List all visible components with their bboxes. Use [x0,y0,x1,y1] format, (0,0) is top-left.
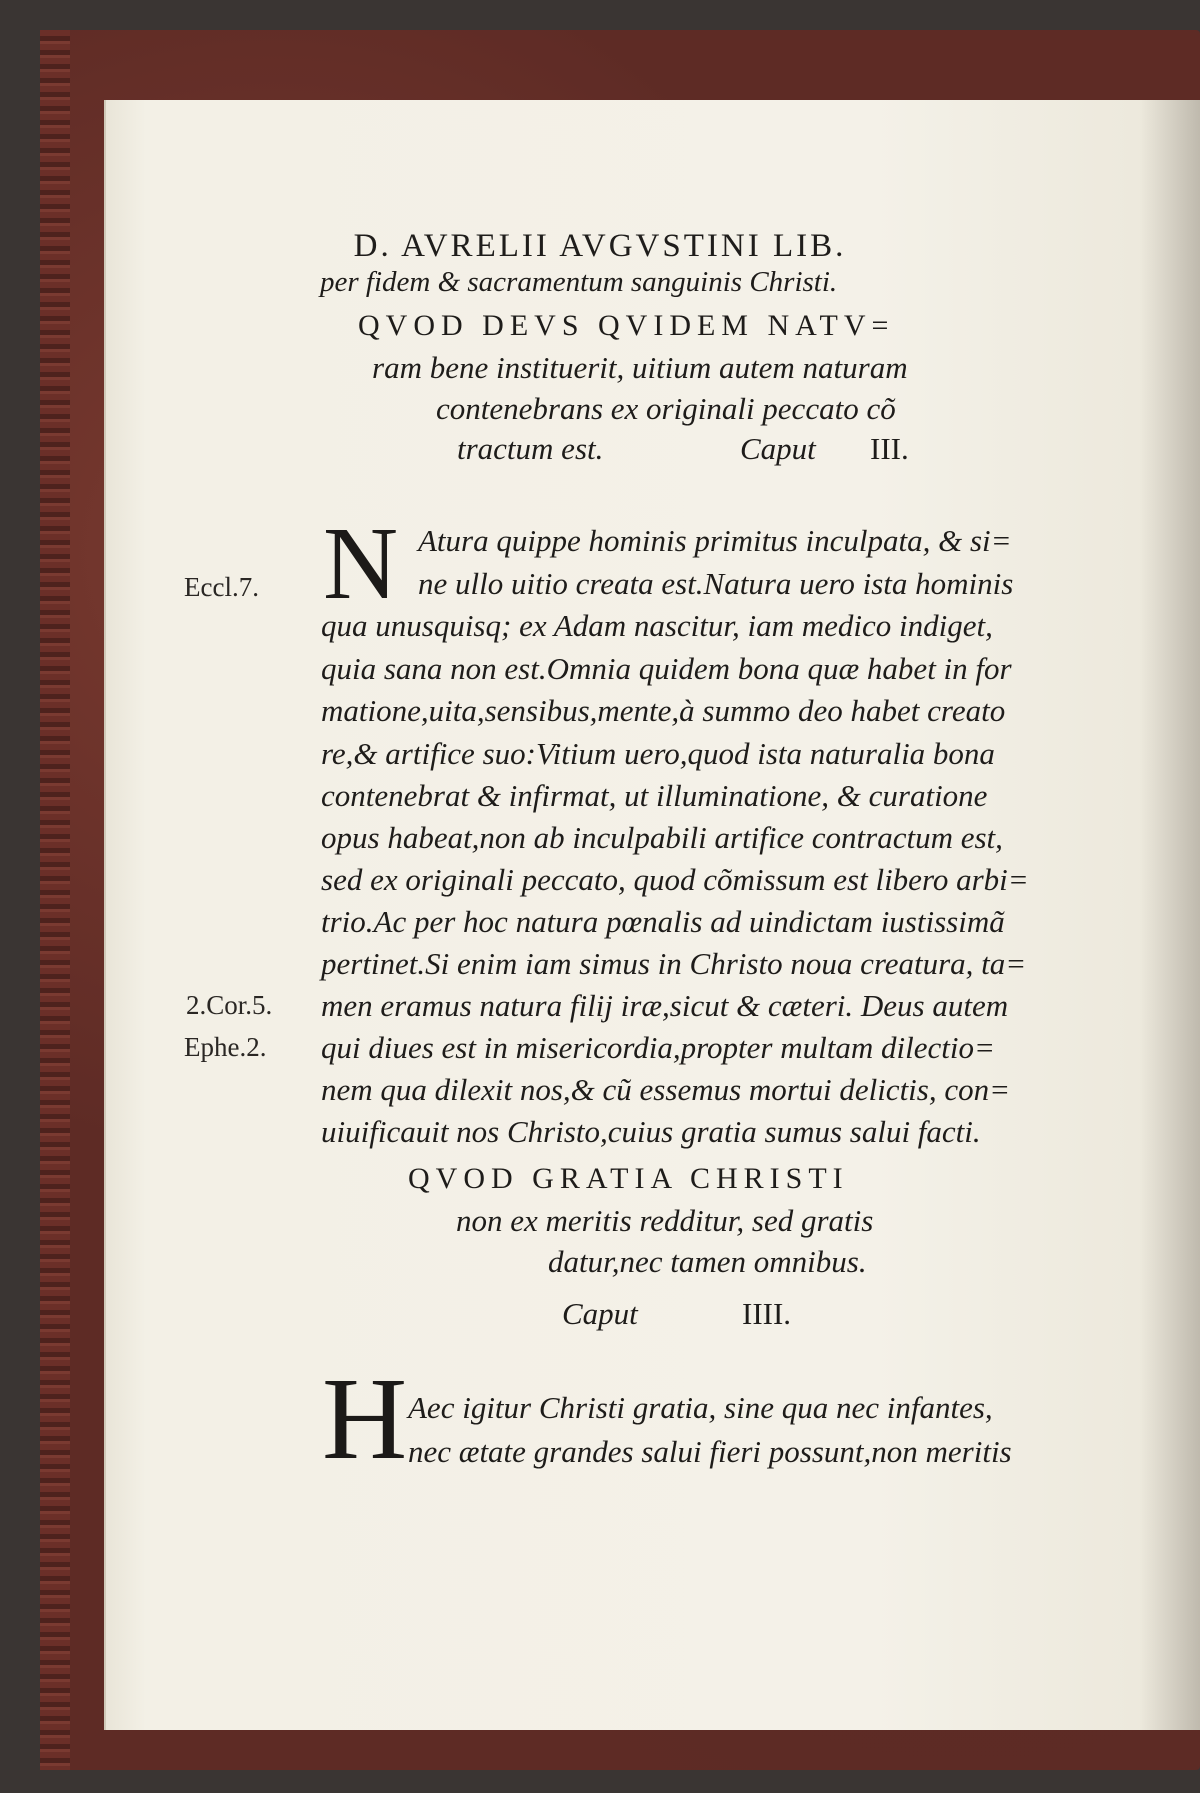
chapter4-heading-line1: QVOD GRATIA CHRISTI [408,1162,849,1195]
chapter3-text-line: re,& artifice suo:Vitium uero,quod ista naturalia bona [321,736,995,771]
chapter3-text-line: trio.Ac per hoc natura pœnalis ad uindictam iustissimã [321,904,1005,939]
chapter3-heading-line4: tractum est. [457,431,604,466]
chapter3-heading-line1: QVOD DEVS QVIDEM NATV= [358,309,895,342]
chapter3-text-line: qui diues est in misericordia,propter multam dilectio= [321,1030,995,1065]
chapter3-text-line: uiuificauit nos Christo,cuius gratia sumus salui facti. [321,1114,981,1149]
chapter3-text-line: contenebrat & infirmat, ut illuminatione, & curatione [321,778,988,813]
chapter3-text-line: men eramus natura filij iræ,sicut & cæteri. Deus autem [321,988,1009,1023]
opening-line: per fidem & sacramentum sanguinis Christi. [320,266,838,298]
chapter3-caput-label: Caput [740,431,816,466]
chapter4-heading-line3: datur,nec tamen omnibus. [548,1244,867,1279]
chapter3-text-line: sed ex originali peccato, quod cõmissum est libero arbi= [321,862,1029,897]
chapter3-text-line: Atura quippe hominis primitus inculpata, & si= [418,523,1012,558]
chapter4-caput-label: Caput [562,1296,638,1331]
chapter4-caput-number: IIII. [742,1296,792,1331]
margin-note: Eccl.7. [184,572,259,602]
chapter4-heading-line2: non ex meritis redditur, sed gratis [456,1203,874,1238]
chapter4-text-line: Aec igitur Christi gratia, sine qua nec infantes, [408,1390,993,1425]
cover-edge [40,30,70,1770]
chapter3-dropcap: N [323,506,399,621]
running-header: D. AVRELII AVGVSTINI LIB. [353,228,847,264]
chapter3-text-line: pertinet.Si enim iam simus in Christo noua creatura, ta= [321,946,1027,981]
chapter3-heading-line3: contenebrans ex originali peccato cõ [436,391,896,426]
chapter3-text-line: quia sana non est.Omnia quidem bona quæ habet in for [321,651,1012,686]
margin-note: 2.Cor.5. [186,990,273,1020]
chapter3-text-line: qua unusquisq; ex Adam nascitur, iam medico indiget, [321,608,993,643]
chapter4-dropcap: H [322,1353,408,1484]
chapter3-heading-line2: ram bene instituerit, uitium autem naturam [372,350,908,385]
margin-note: Ephe.2. [184,1032,267,1062]
page-gutter-shadow [1140,100,1200,1730]
chapter3-text-line: ne ullo uitio creata est.Natura uero ista hominis [418,566,1014,601]
chapter3-text-line: nem qua dilexit nos,& cũ essemus mortui delictis, con= [321,1072,1011,1107]
chapter3-caput-number: III. [870,431,909,466]
chapter4-text-line: nec ætate grandes salui fieri possunt,non meritis [408,1434,1012,1469]
chapter3-text-line: opus habeat,non ab inculpabili artifice contractum est, [321,820,1003,855]
chapter3-text-line: matione,uita,sensibus,mente,à summo deo habet creato [321,693,1006,728]
